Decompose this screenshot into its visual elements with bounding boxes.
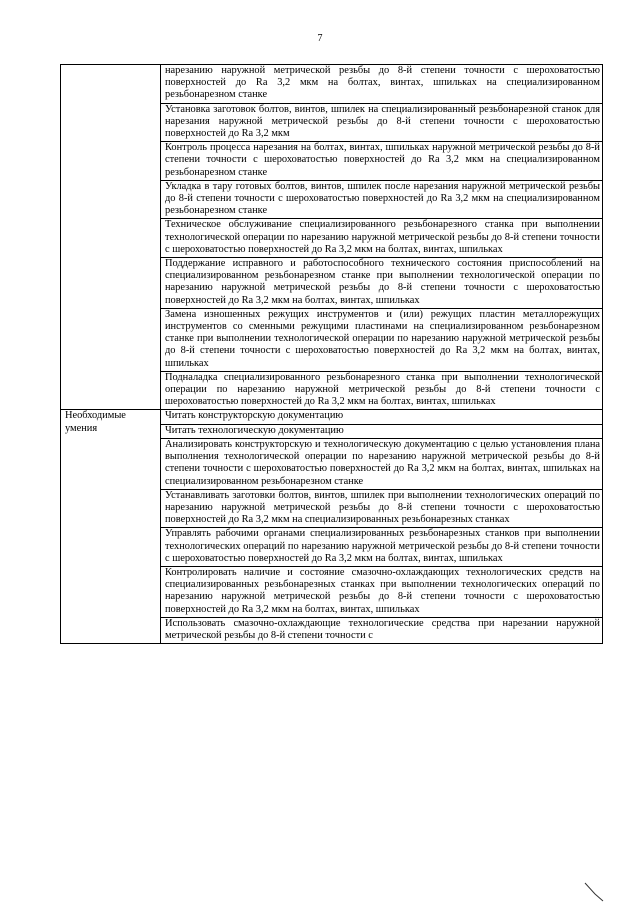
table-cell: Устанавливать заготовки болтов, винтов, шпилек при выполнении технологических операций по нарезанию наружной метрической резьбы до 8-й степени точности с шероховатостью поверхностей до Ra 3,2 мкм на специализированных резьбонарезных станках [161, 489, 603, 528]
table-cell: Контролировать наличие и состояние смазочно-охлаждающих технологических средств на специализированных резьбонарезных станках при выполнении технологических операций по нарезанию наружной метрической резьбы до 8-й степени точности с шероховатостью поверхностей до Ra 3,2 мкм на болтах, винтах, шпильках [161, 566, 603, 617]
table-cell: Использовать смазочно-охлаждающие технологические средства при нарезании наружной метрической резьбы до 8-й степени точности с [161, 617, 603, 643]
table-cell: нарезанию наружной метрической резьбы до 8-й степени точности с шероховатостью поверхностей до Ra 3,2 мкм на болтах, винтах, шпильках на специализированном резьбонарезном станке [161, 65, 603, 104]
table-cell: Контроль процесса нарезания на болтах, винтах, шпильках наружной метрической резьбы до 8-й степени точности с шероховатостью поверхностей до Ra 3,2 мкм на специализированном резьбонарезном станке [161, 142, 603, 181]
table-cell: Читать технологическую документацию [161, 424, 603, 438]
table-row [61, 65, 603, 104]
table-cell: Анализировать конструкторскую и технологическую документацию с целью установления плана выполнения технологической операции по нарезанию наружной метрической резьбы до 8-й степени точности с шероховатостью поверхностей до Ra 3,2 мкм на болтах, винтах, шпильках на специализированном резьбонарезном станке [161, 438, 603, 489]
table-cell: Установка заготовок болтов, винтов, шпилек на специализированный резьбонарезной станок для нарезания наружной метрической резьбы до 8-й степени точности с шероховатостью поверхностей до Ra 3,2 мкм [161, 103, 603, 142]
page-number: 7 [317, 33, 323, 44]
table-cell: Поддержание исправного и работоспособного технического состояния приспособлений на специализированном резьбонарезном станке при выполнении технологической операции по нарезанию наружной метрической резьбы до 8-й степени точности с шероховатостью поверхностей до Ra 3,2 мкм на болтах, винтах, шпильках [161, 258, 603, 309]
table-cell: Читать конструкторскую документацию [161, 410, 603, 424]
table-cell: Подналадка специализированного резьбонарезного станка при выполнении технологической операции по нарезанию наружной метрической резьбы до 8-й степени точности с шероховатостью поверхностей до Ra 3,2 мкм на болтах, винтах, шпильках [161, 371, 603, 410]
table-cell: Управлять рабочими органами специализированных резьбонарезных станков при выполнении технологических операций по нарезанию наружной метрической резьбы до 8-й степени точности с шероховатостью поверхностей до Ra 3,2 мкм на болтах, винтах, шпильках [161, 528, 603, 567]
section-label-skills: Необходимые умения [61, 410, 161, 644]
table-row [61, 410, 603, 424]
table-cell: Укладка в тару готовых болтов, винтов, шпилек после нарезания наружной метрической резьбы до 8-й степени точности с шероховатостью поверхностей до Ra 3,2 мкм на специализированном резьбонарезном станке [161, 180, 603, 219]
table-cell: Техническое обслуживание специализированного резьбонарезного станка при выполнении технологической операции по нарезанию наружной метрической резьбы до 8-й степени точности с шероховатостью поверхностей до Ra 3,2 мкм на болтах, винтах, шпильках [161, 219, 603, 258]
table-cell: Замена изношенных режущих инструментов и (или) режущих пластин металлорежущих инструментов со сменными режущими пластинами на специализированном резьбонарезном станке при выполнении технологической операции по нарезанию наружной метрической резьбы до 8-й степени точности с шероховатостью поверхностей до Ra 3,2 мкм на болтах, винтах, шпильках [161, 308, 603, 371]
section-label-empty [61, 65, 161, 410]
pen-mark-scribble [583, 882, 613, 903]
qualification-table [60, 64, 603, 644]
